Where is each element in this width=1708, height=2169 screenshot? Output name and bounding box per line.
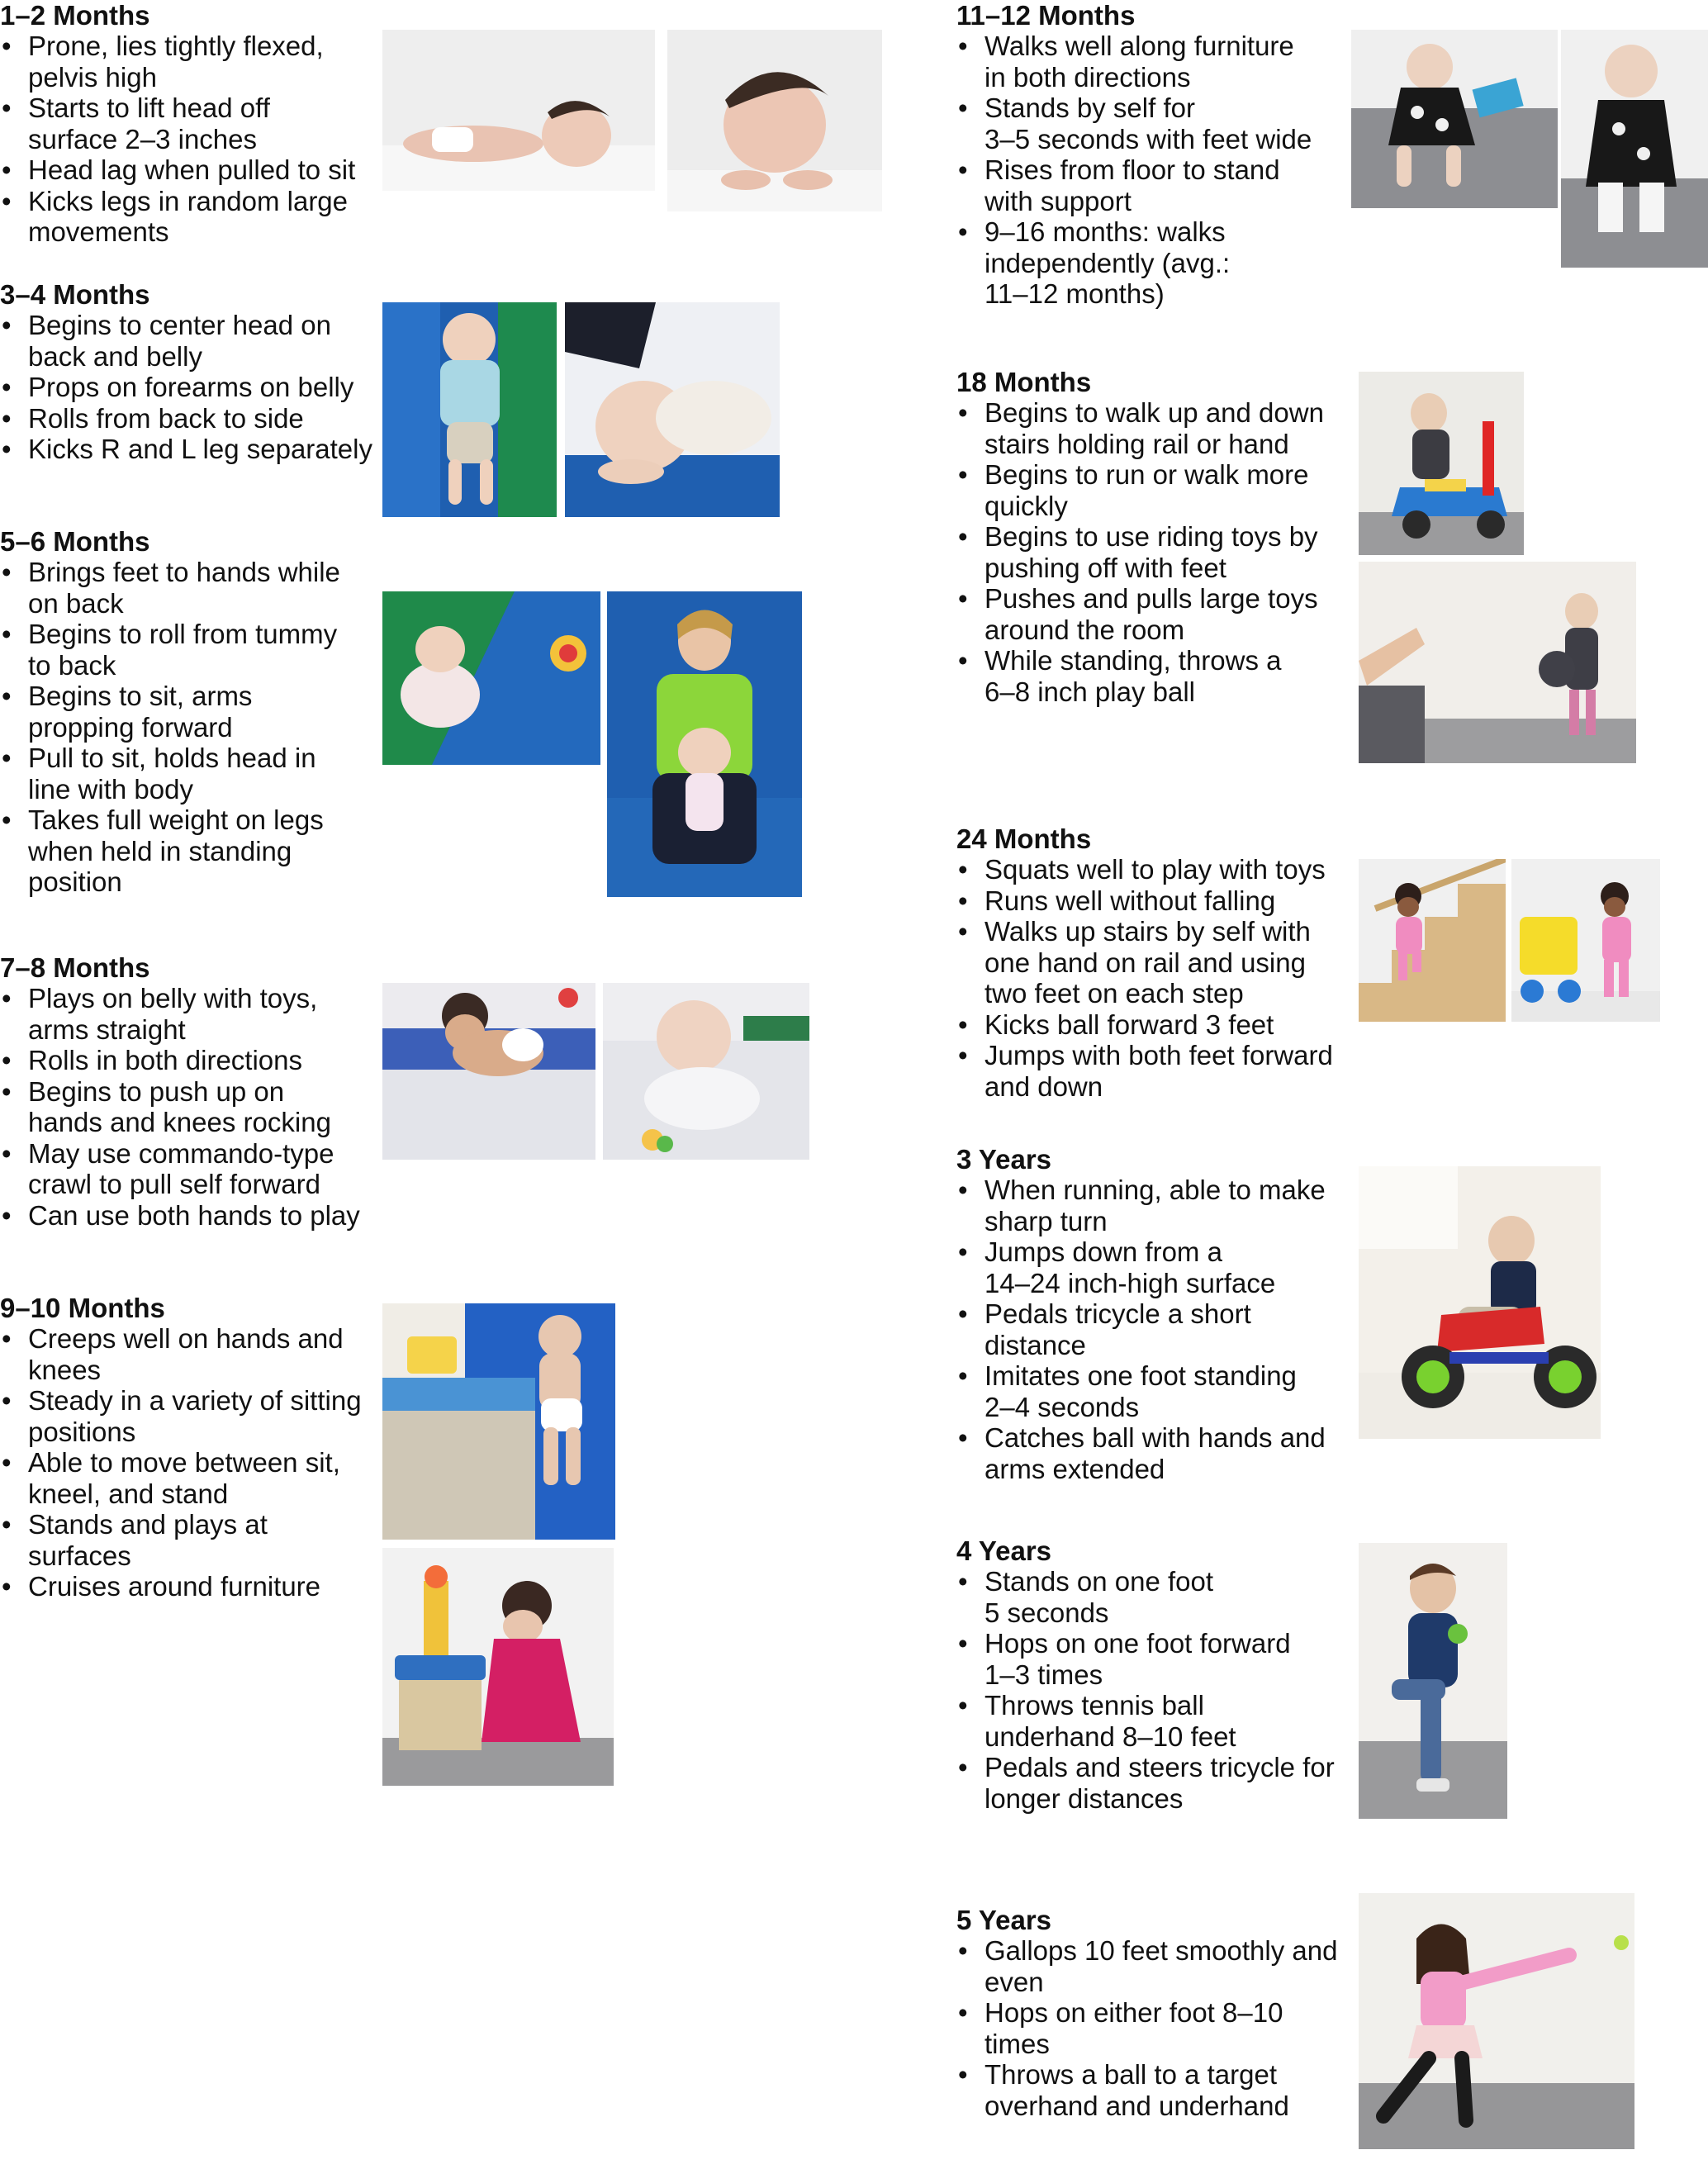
photo-infant-hands-knees [382, 983, 595, 1160]
milestone-list [956, 31, 1312, 310]
section-1-2-months [0, 0, 355, 248]
photo-toddler-riding-toy [1359, 372, 1524, 555]
section-heading: 3 Years [956, 1144, 1052, 1175]
milestone-list [0, 31, 355, 248]
list-item: • Squats well to play with toys [956, 854, 1333, 885]
list-item: • Hops on one foot forward 1–3 times [956, 1628, 1335, 1690]
section-5-6-months [0, 526, 340, 898]
section-heading: 9–10 Months [0, 1293, 165, 1323]
photo-toddler-climbing-stairs [1359, 859, 1506, 1022]
list-item: • Cruises around furniture [0, 1571, 362, 1602]
list-item: • Begins to sit, arms propping forward [0, 681, 340, 743]
list-item: • Throws a ball to a target overhand and underhand [956, 2059, 1337, 2121]
list-item: • Kicks R and L leg separately [0, 434, 372, 465]
list-item: • Hops on either foot 8–10 times [956, 1997, 1337, 2059]
list-item: • Rolls from back to side [0, 403, 372, 434]
list-item: • Kicks legs in random large movements [0, 186, 355, 248]
list-item: • Begins to use riding toys by pushing off with feet [956, 521, 1324, 583]
milestone-list [956, 854, 1333, 1102]
list-item: • While standing, throws a 6–8 inch play ball [956, 645, 1324, 707]
photo-infant-props-forearms [565, 302, 780, 517]
list-item: • Plays on belly with toys, arms straight [0, 983, 360, 1045]
list-item: • Stands by self for 3–5 seconds with feet wide [956, 93, 1312, 154]
section-heading: 7–8 Months [0, 952, 150, 983]
list-item: • Can use both hands to play [0, 1200, 360, 1232]
milestone-list [0, 310, 372, 465]
list-item: • Starts to lift head off surface 2–3 inches [0, 93, 355, 154]
list-item: • Begins to walk up and down stairs holding rail or hand [956, 397, 1324, 459]
photo-toddler-throwing-ball [1359, 562, 1636, 763]
photo-child-standing-one-foot [1359, 1543, 1507, 1819]
section-heading: 3–4 Months [0, 279, 150, 310]
milestone-list [0, 557, 340, 898]
section-11-12-months [956, 0, 1312, 310]
section-heading: 5–6 Months [0, 526, 150, 557]
list-item: • Stands and plays at surfaces [0, 1509, 362, 1571]
photo-infant-on-back-mat [382, 302, 557, 517]
photo-therapist-supporting-infant [607, 591, 802, 897]
list-item: • Walks well along furniture in both directions [956, 31, 1312, 93]
list-item: • Jumps with both feet forward and down [956, 1040, 1333, 1102]
section-7-8-months [0, 952, 360, 1231]
photo-toddler-cruising [1351, 30, 1558, 208]
photo-infant-feet-to-hands [382, 591, 600, 765]
list-item: • Rises from floor to stand with support [956, 154, 1312, 216]
section-4-years [956, 1535, 1335, 1814]
milestone-list [0, 983, 360, 1231]
list-item: • Pedals tricycle a short distance [956, 1298, 1326, 1360]
photo-infant-kneeling-at-bench [382, 1548, 614, 1786]
list-item: • Steady in a variety of sitting positions [0, 1385, 362, 1447]
photo-child-tricycle [1359, 1166, 1601, 1439]
list-item: • Pushes and pulls large toys around the room [956, 583, 1324, 645]
photo-infant-standing-at-table [382, 1303, 615, 1540]
section-heading: 5 Years [956, 1905, 1052, 1935]
photo-infant-belly-arms-straight [603, 983, 809, 1160]
list-item: • Kicks ball forward 3 feet [956, 1009, 1333, 1041]
list-item: • Rolls in both directions [0, 1045, 360, 1076]
milestone-list [956, 1566, 1335, 1814]
milestone-list [956, 1935, 1337, 2121]
list-item: • Props on forearms on belly [0, 372, 372, 403]
list-item: • Imitates one foot standing 2–4 seconds [956, 1360, 1326, 1422]
section-24-months [956, 823, 1333, 1102]
section-5-years [956, 1905, 1337, 2121]
section-heading: 24 Months [956, 823, 1092, 854]
list-item: • Runs well without falling [956, 885, 1333, 917]
list-item: • Gallops 10 feet smoothly and even [956, 1935, 1337, 1997]
list-item: • Catches ball with hands and arms extended [956, 1422, 1326, 1484]
section-9-10-months [0, 1293, 362, 1602]
list-item: • Takes full weight on legs when held in standing position [0, 804, 340, 898]
list-item: • Begins to push up on hands and knees rocking [0, 1076, 360, 1138]
photo-toddler-pushing-cart [1511, 859, 1660, 1022]
section-18-months [956, 367, 1324, 707]
list-item: • Prone, lies tightly flexed, pelvis high [0, 31, 355, 93]
list-item: • Begins to center head on back and belly [0, 310, 372, 372]
list-item: • Pull to sit, holds head in line with body [0, 743, 340, 804]
list-item: • Walks up stairs by self with one hand on rail and using two feet on each step [956, 916, 1333, 1009]
section-heading: 11–12 Months [956, 0, 1136, 31]
section-heading: 4 Years [956, 1535, 1052, 1566]
photo-child-throwing-overhand [1359, 1893, 1634, 2149]
list-item: • Stands on one foot 5 seconds [956, 1566, 1335, 1628]
list-item: • Brings feet to hands while on back [0, 557, 340, 619]
list-item: • Throws tennis ball underhand 8–10 feet [956, 1690, 1335, 1752]
photo-toddler-standing-alone [1561, 30, 1708, 268]
milestone-list [956, 397, 1324, 707]
section-heading: 1–2 Months [0, 0, 150, 31]
section-heading: 18 Months [956, 367, 1092, 397]
photo-infant-prone-side [382, 30, 655, 191]
list-item: • May use commando-type crawl to pull self forward [0, 1138, 360, 1200]
list-item: • Pedals and steers tricycle for longer distances [956, 1752, 1335, 1814]
list-item: • Creeps well on hands and knees [0, 1323, 362, 1385]
section-3-4-months [0, 279, 372, 465]
list-item: • When running, able to make sharp turn [956, 1175, 1326, 1236]
list-item: • Able to move between sit, kneel, and stand [0, 1447, 362, 1509]
list-item: • Begins to run or walk more quickly [956, 459, 1324, 521]
list-item: • Begins to roll from tummy to back [0, 619, 340, 681]
milestone-list [0, 1323, 362, 1602]
milestone-list [956, 1175, 1326, 1484]
list-item: • 9–16 months: walks independently (avg.: 11–12 months) [956, 216, 1312, 310]
section-3-years [956, 1144, 1326, 1484]
list-item: • Head lag when pulled to sit [0, 154, 355, 186]
photo-infant-prone-head-up [667, 30, 882, 211]
list-item: • Jumps down from a 14–24 inch-high surface [956, 1236, 1326, 1298]
